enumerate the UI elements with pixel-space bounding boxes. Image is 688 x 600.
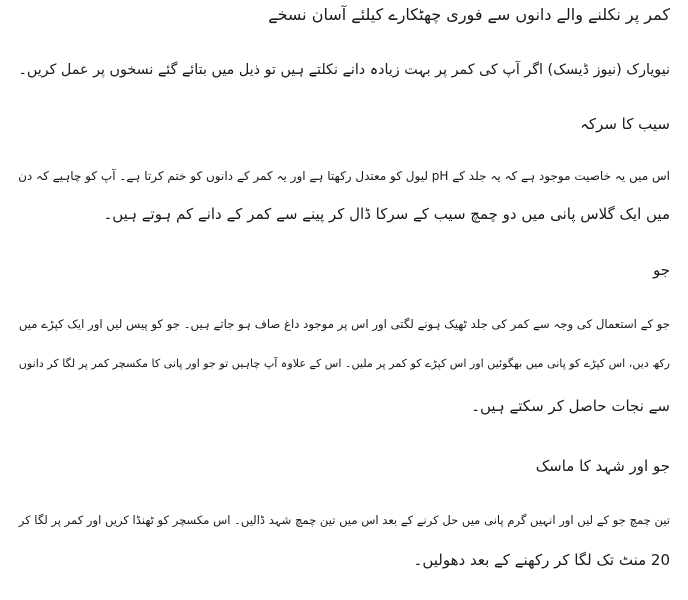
section-heading-apple-vinegar: سیب کا سرکہ [580, 115, 670, 133]
article-title: کمر پر نکلنے والے دانوں سے فوری چھٹکارے کیلئے آسان نسخے [268, 5, 670, 24]
apple-vinegar-line-1: اس میں یہ خاصیت موجود ہے کہ یہ جلد کے pH لیول کو معتدل رکھتا ہے اور یہ کمر کے دانوں کو ختم کرتا ہے۔ آپ کو چاہیے کہ دن [18, 169, 670, 183]
section-heading-oats-honey-mask: جو اور شہد کا ماسک [535, 457, 670, 475]
oats-line-1: جو کے استعمال کی وجہ سے کمر کی جلد ٹھیک ہونے لگتی اور اس پر موجود داغ صاف ہو جاتے ہیں۔ جو کو پیس لیں اور ایک کپڑے میں [18, 317, 670, 331]
apple-vinegar-line-2: میں ایک گلاس پانی میں دو چمچ سیب کے سرکا ڈال کر پینے سے کمر کے دانے کم ہوتے ہیں۔ [103, 205, 670, 223]
oats-line-3: سے نجات حاصل کر سکتے ہیں۔ [471, 397, 670, 415]
oats-honey-line-1: تین چمچ جو کے لیں اور انہیں گرم پانی میں حل کرنے کے بعد اس میں تین چمچ شہد ڈالیں۔ اس مکسچر کو ٹھنڈا کریں اور کمر پر لگا کر [18, 513, 670, 527]
section-heading-oats: جو [652, 261, 670, 279]
oats-line-2: رکھ دیں، اس کپڑے کو پانی میں بھگوئیں اور اس کپڑے کو کمر پر ملیں۔ اس کے علاوہ آپ چاہیں تو جو اور پانی کا مکسچر کمر پر لگا کر دانوں [18, 357, 670, 370]
oats-honey-line-2: 20 منٹ تک لگا کر رکھنے کے بعد دھولیں۔ [413, 551, 670, 569]
intro-paragraph: نیویارک (نیوز ڈیسک) اگر آپ کی کمر پر بہت زیادہ دانے نکلتے ہیں تو ذیل میں بتائے گئے نسخوں پر عمل کریں۔ [18, 62, 670, 78]
